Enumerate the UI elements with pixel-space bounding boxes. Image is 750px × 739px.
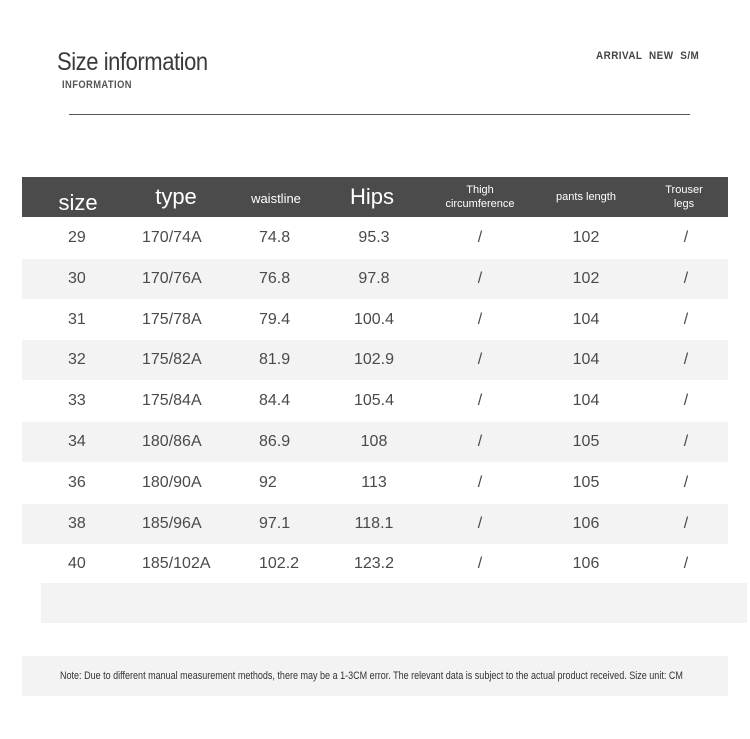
table-cell: 34 xyxy=(68,433,86,450)
table-cell: / xyxy=(477,392,483,410)
table-cell: 86.9 xyxy=(259,433,291,450)
table-cell: 81.9 xyxy=(259,351,291,369)
table-cell: 38 xyxy=(68,514,86,532)
note-text: Note: Due to different manual measurement methods, there may be a 1-3CM error. The relevant data is subject to the actual product received. Size unit: CM xyxy=(60,670,683,682)
table-cell: 84.4 xyxy=(259,392,291,410)
table-cell: 105 xyxy=(572,473,600,491)
table-row xyxy=(22,218,728,258)
table-cell: 118.1 xyxy=(354,514,394,532)
table-cell: 123.2 xyxy=(353,555,395,573)
table-cell: 36 xyxy=(68,473,86,491)
measurement-note xyxy=(22,656,728,696)
table-cell: / xyxy=(477,269,483,287)
table-cell: 30 xyxy=(68,269,86,287)
table-cell: 79.4 xyxy=(259,310,291,328)
page-subtitle: INFORMATION xyxy=(62,79,132,91)
table-row xyxy=(22,300,728,340)
table-cell: 100.4 xyxy=(353,310,395,328)
table-cell: 92 xyxy=(259,473,277,491)
table-cell: / xyxy=(683,269,689,287)
table-cell: 102.9 xyxy=(353,351,395,369)
table-cell: / xyxy=(683,392,689,410)
table-cell: 32 xyxy=(68,351,86,369)
table-cell: / xyxy=(683,310,689,328)
table-cell: / xyxy=(683,351,689,369)
table-cell: 104 xyxy=(572,310,600,328)
table-cell: 185/102A xyxy=(142,555,211,573)
table-cell: 97.8 xyxy=(358,269,390,287)
header-type: type xyxy=(155,184,197,209)
table-cell: 104 xyxy=(572,351,600,369)
table-cell: 105.4 xyxy=(353,392,395,410)
table-cell: 104 xyxy=(572,392,600,410)
table-cell: 102.2 xyxy=(259,555,300,573)
page-title: Size information xyxy=(57,48,208,76)
table-cell: 175/82A xyxy=(142,351,202,369)
table-cell: 175/84A xyxy=(142,392,202,410)
table-cell: / xyxy=(477,514,483,532)
table-row xyxy=(22,544,728,584)
table-row xyxy=(22,259,728,299)
table-cell: 29 xyxy=(68,229,86,246)
table-cell: / xyxy=(477,473,483,491)
table-cell: 185/96A xyxy=(142,514,202,532)
table-cell: 33 xyxy=(68,392,86,410)
table-cell: / xyxy=(477,310,483,328)
table-cell: 97.1 xyxy=(259,514,291,532)
table-footer-band xyxy=(41,583,747,623)
title-divider xyxy=(69,114,690,115)
table-cell: 180/86A xyxy=(142,433,202,450)
table-cell: 113 xyxy=(361,473,387,491)
table-row xyxy=(22,340,728,380)
header-waistline: waistline xyxy=(251,191,301,206)
table-cell: / xyxy=(683,229,689,246)
table-cell: 102 xyxy=(572,229,600,246)
table-cell: / xyxy=(683,473,689,491)
table-cell: 74.8 xyxy=(259,229,291,246)
table-cell: / xyxy=(477,229,483,246)
table-cell: / xyxy=(683,433,689,450)
table-cell: / xyxy=(477,351,483,369)
table-cell: 95.3 xyxy=(358,229,390,246)
arrival-label: ARRIVAL NEW S/M xyxy=(596,50,700,62)
table-cell: 180/90A xyxy=(142,473,202,491)
table-cell: 102 xyxy=(572,269,600,287)
table-cell: 106 xyxy=(572,555,600,573)
table-header xyxy=(22,177,728,217)
table-cell: / xyxy=(683,514,689,532)
table-cell: 76.8 xyxy=(259,269,291,287)
table-row xyxy=(22,504,728,544)
table-cell: 105 xyxy=(572,433,600,450)
table-row xyxy=(22,422,728,462)
header-thigh: Thigh circumference xyxy=(445,184,515,210)
header-size: size xyxy=(58,190,98,215)
table-row xyxy=(22,463,728,503)
table-cell: 106 xyxy=(572,514,600,532)
header-pants-length: pants length xyxy=(556,191,616,203)
header-hips: Hips xyxy=(349,184,394,209)
header-trouser-legs: Trouser legs xyxy=(665,184,703,210)
table-cell: 108 xyxy=(360,433,388,450)
table-cell: 31 xyxy=(68,310,86,328)
table-cell: 175/78A xyxy=(142,310,202,328)
table-cell: / xyxy=(477,555,483,573)
table-cell: / xyxy=(477,433,483,450)
table-cell: 170/76A xyxy=(142,269,202,287)
table-cell: 40 xyxy=(68,555,86,573)
table-row xyxy=(22,381,728,421)
table-cell: 170/74A xyxy=(142,229,202,246)
table-cell: / xyxy=(683,555,689,573)
